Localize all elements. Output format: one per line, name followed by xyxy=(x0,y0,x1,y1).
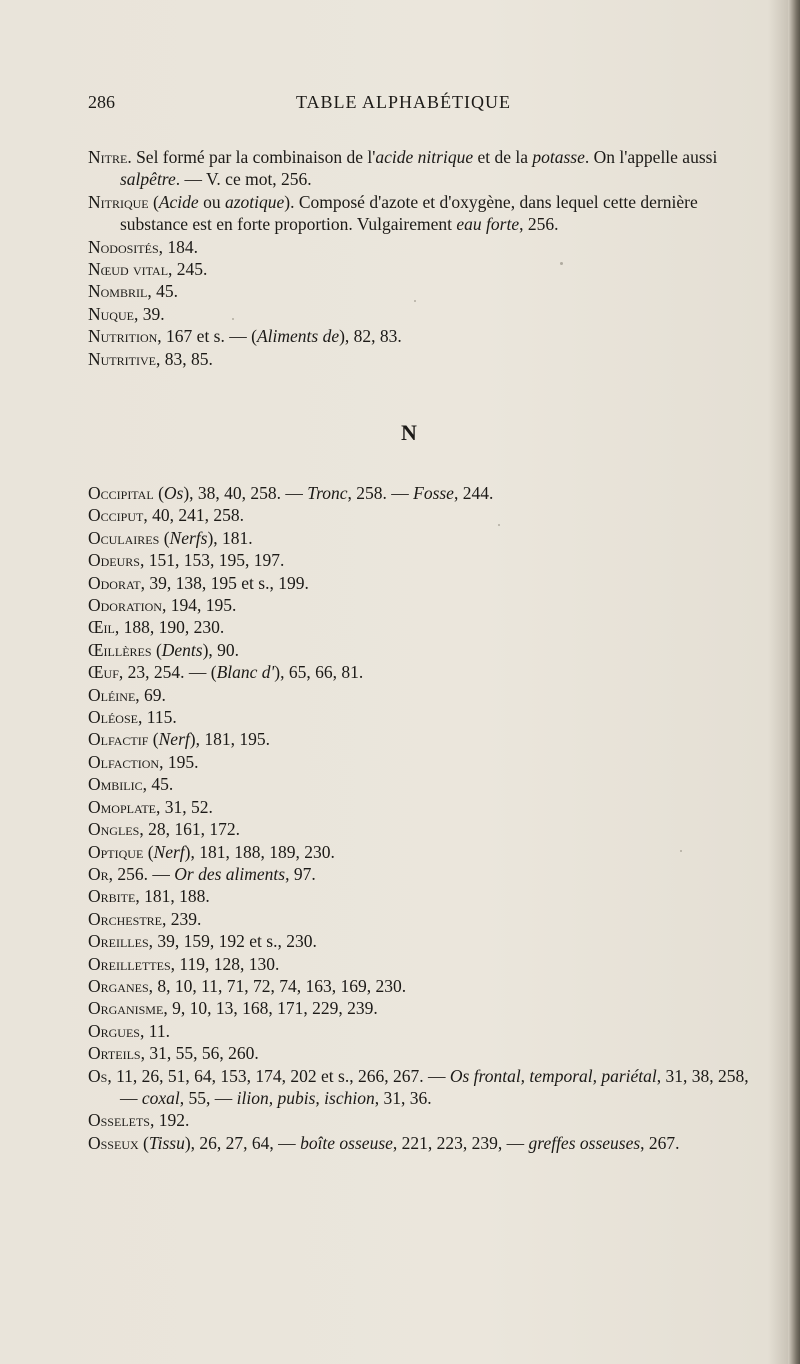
section-letter-heading: N xyxy=(401,420,417,445)
entry-headword: Orgues xyxy=(88,1020,140,1041)
entry-text: ), 181, 188, 189, 230. xyxy=(184,841,335,862)
entry-italic-text: boîte osseuse xyxy=(300,1132,393,1153)
entry-text: ou xyxy=(198,191,225,212)
paper-speck xyxy=(498,524,500,526)
index-entry xyxy=(88,280,758,302)
entry-text: , 115. xyxy=(137,707,177,728)
index-entry xyxy=(88,818,758,840)
entry-headword: Odeurs xyxy=(88,550,140,571)
entry-text: , 28, 161, 172. xyxy=(139,819,240,840)
running-title: TABLE ALPHABÉTIQUE xyxy=(296,92,512,112)
entry-italic-text: Or des aliments xyxy=(174,863,286,884)
entry-italic-text: Acide xyxy=(158,191,199,212)
index-entry xyxy=(88,482,758,504)
entry-text: , 258. — xyxy=(347,483,414,503)
entry-headword: Nitre xyxy=(88,147,128,167)
entry-text: , 97. xyxy=(285,863,316,884)
index-entry xyxy=(88,1042,758,1064)
entry-italic-text: Tronc xyxy=(307,483,348,503)
index-section-n xyxy=(88,146,758,370)
entry-italic-text: coxal xyxy=(141,1087,180,1108)
entry-text: et de la xyxy=(473,147,533,167)
index-entry xyxy=(88,639,758,661)
entry-headword: Oléose xyxy=(88,707,138,728)
entry-headword: Osselets xyxy=(88,1110,150,1131)
entry-italic-text: salpêtre xyxy=(120,169,176,190)
paper-speck xyxy=(560,262,563,265)
entry-text: , 221, 223, 239, — xyxy=(392,1132,529,1153)
entry-headword: Optique xyxy=(88,841,144,862)
entry-text: , 181, 188. xyxy=(135,886,210,907)
index-entry xyxy=(88,191,758,236)
entry-text: ( xyxy=(153,483,164,503)
index-entry xyxy=(88,258,758,280)
entry-headword: Œillères xyxy=(88,639,152,660)
index-entry xyxy=(88,594,758,616)
index-entry xyxy=(88,684,758,706)
entry-headword: Oculaires xyxy=(88,527,160,548)
entry-text: , 256. — xyxy=(108,863,175,884)
entry-italic-text: Os frontal, temporal, pariétal xyxy=(449,1065,657,1086)
entry-text: ( xyxy=(143,841,154,862)
entry-text: , 31, 52. xyxy=(155,796,213,817)
entry-text: , 45. xyxy=(147,281,178,302)
index-entry xyxy=(88,1020,758,1042)
entry-italic-text: Blanc d' xyxy=(216,662,275,683)
index-entry xyxy=(88,348,758,370)
entry-headword: Nitrique xyxy=(88,191,149,212)
entry-text: , 23, 254. — ( xyxy=(118,662,217,683)
entry-text: , 11, 26, 51, 64, 153, 174, 202 et s., 266, 267. — xyxy=(107,1065,450,1086)
entry-headword: Œil xyxy=(88,617,115,638)
entry-italic-text: Os xyxy=(163,483,184,503)
index-entry xyxy=(88,930,758,952)
entry-italic-text: acide nitrique xyxy=(375,147,474,167)
index-entry xyxy=(88,863,758,885)
index-entry xyxy=(88,706,758,728)
index-entry xyxy=(88,885,758,907)
entry-headword: Orbite xyxy=(88,886,136,907)
index-entry xyxy=(88,325,758,347)
index-entry xyxy=(88,549,758,571)
entry-headword: Nodosités xyxy=(88,236,159,257)
entry-text: , 151, 153, 195, 197. xyxy=(139,550,285,571)
entry-headword: Orteils xyxy=(88,1043,141,1064)
entry-text: , 245. xyxy=(168,259,208,280)
entry-headword: Nombril xyxy=(88,281,148,302)
index-entry xyxy=(88,1132,758,1154)
entry-text: ( xyxy=(148,191,159,212)
entry-italic-text: Nerf xyxy=(153,841,185,862)
entry-text: , 195. xyxy=(159,751,199,772)
entry-headword: Occipital xyxy=(88,483,154,503)
entry-headword: Odorat xyxy=(88,572,141,593)
page-number: 286 xyxy=(88,92,115,112)
entry-headword: Ongles xyxy=(88,819,140,840)
entry-text: ), 90. xyxy=(202,639,240,660)
entry-text: , 31, 55, 56, 260. xyxy=(140,1043,259,1064)
entry-text: ( xyxy=(159,527,170,548)
entry-text: , 11. xyxy=(139,1020,170,1041)
entry-text: ), 65, 66, 81. xyxy=(274,662,364,683)
entry-text: , 8, 10, 11, 71, 72, 74, 163, 169, 230. xyxy=(148,975,407,996)
page-binding-edge xyxy=(788,0,800,1364)
entry-text: , 184. xyxy=(158,236,199,257)
entry-headword: Oreilles xyxy=(88,931,149,952)
entry-headword: Or xyxy=(88,863,109,884)
entry-text: , 239. xyxy=(161,908,202,929)
entry-text: . — V. ce mot, 256. xyxy=(175,169,312,190)
entry-italic-text: Tissu xyxy=(148,1132,185,1153)
entry-headword: Oléine xyxy=(88,684,136,705)
entry-text: . Sel formé par la combinaison de l' xyxy=(127,147,376,167)
entry-text: ). Composé d'azote et d'oxygène, dans lequel cette dernière substance est en forte proportion. Vulgairement xyxy=(120,191,698,235)
entry-text: , 39. xyxy=(133,303,165,324)
entry-headword: Nutritive xyxy=(88,348,156,369)
index-section-o xyxy=(88,482,758,1154)
entry-italic-text: Dents xyxy=(161,639,203,660)
entry-headword: Olfaction xyxy=(88,751,160,772)
entry-text: , 188, 190, 230. xyxy=(114,617,225,638)
entry-text: , 39, 159, 192 et s., 230. xyxy=(148,931,317,952)
entry-headword: Omoplate xyxy=(88,796,156,817)
index-entry xyxy=(88,728,758,750)
entry-headword: Nutrition xyxy=(88,326,158,347)
index-entry xyxy=(88,661,758,683)
entry-text: , 256. xyxy=(519,214,559,235)
index-entry xyxy=(88,796,758,818)
index-entry xyxy=(88,236,758,258)
entry-text: ( xyxy=(148,729,159,750)
paper-speck xyxy=(414,300,416,302)
entry-headword: Odoration xyxy=(88,595,162,616)
entry-text: , 31, 38, 258, — xyxy=(120,1065,749,1108)
index-entry xyxy=(88,975,758,997)
index-entry xyxy=(88,303,758,325)
entry-text: ), 82, 83. xyxy=(339,326,402,347)
entry-text: , 45. xyxy=(142,774,174,795)
entry-text: ), 181. xyxy=(207,527,253,548)
index-entry xyxy=(88,953,758,975)
entry-headword: Organisme xyxy=(88,998,164,1019)
entry-text: ), 26, 27, 64, — xyxy=(184,1132,301,1153)
index-entry xyxy=(88,146,758,191)
entry-text: , 167 et s. — ( xyxy=(157,326,257,347)
entry-headword: Organes xyxy=(88,975,149,996)
entry-italic-text: Aliments de xyxy=(256,326,340,347)
entry-italic-text: Nerfs xyxy=(169,527,208,548)
entry-text: , 31, 36. xyxy=(374,1087,432,1108)
entry-text: , 83, 85. xyxy=(155,348,213,369)
entry-text: , 69. xyxy=(135,684,166,705)
entry-text: , 194, 195. xyxy=(161,595,237,616)
index-entry xyxy=(88,841,758,863)
entry-text: ), 181, 195. xyxy=(189,729,270,750)
paper-speck xyxy=(680,850,682,852)
entry-text: ), 38, 40, 258. — xyxy=(183,483,308,503)
index-entry xyxy=(88,504,758,526)
entry-text: ( xyxy=(138,1132,149,1153)
entry-text: , 40, 241, 258. xyxy=(143,505,244,526)
entry-headword: Oreillettes xyxy=(88,953,171,974)
index-entry xyxy=(88,908,758,930)
entry-italic-text: potasse xyxy=(532,147,585,167)
index-entry xyxy=(88,572,758,594)
entry-headword: Nœud vital xyxy=(88,259,169,280)
entry-headword: Orchestre xyxy=(88,908,162,929)
index-entry xyxy=(88,527,758,549)
entry-headword: Occiput xyxy=(88,505,144,526)
entry-text: ( xyxy=(151,639,162,660)
entry-italic-text: azotique xyxy=(224,191,285,212)
page-header xyxy=(88,92,758,116)
index-entry xyxy=(88,1109,758,1131)
entry-text: , 55, — xyxy=(179,1087,237,1108)
entry-headword: Œuf xyxy=(88,662,119,683)
entry-text: , 9, 10, 13, 168, 171, 229, 239. xyxy=(163,998,378,1019)
entry-text: , 244. xyxy=(453,483,494,503)
entry-headword: Os xyxy=(88,1065,108,1086)
index-entry xyxy=(88,616,758,638)
index-entry xyxy=(88,997,758,1019)
entry-headword: Osseux xyxy=(88,1132,139,1153)
entry-italic-text: Nerf xyxy=(158,729,190,750)
entry-text: , 192. xyxy=(149,1110,190,1131)
entry-text: . On l'appelle aussi xyxy=(584,147,718,167)
entry-italic-text: eau forte xyxy=(456,214,520,235)
entry-headword: Ombilic xyxy=(88,774,143,795)
paper-speck xyxy=(232,318,234,320)
entry-italic-text: ilion, pubis, ischion xyxy=(236,1087,375,1108)
entry-text: , 119, 128, 130. xyxy=(170,953,280,974)
entry-headword: Nuque xyxy=(88,303,134,324)
entry-italic-text: greffes osseuses xyxy=(528,1132,641,1153)
index-entry xyxy=(88,1065,758,1110)
entry-text: , 267. xyxy=(640,1132,680,1153)
index-entry xyxy=(88,773,758,795)
entry-text: , 39, 138, 195 et s., 199. xyxy=(140,572,309,593)
entry-headword: Olfactif xyxy=(88,729,149,750)
entry-italic-text: Fosse xyxy=(413,483,454,503)
index-entry xyxy=(88,751,758,773)
